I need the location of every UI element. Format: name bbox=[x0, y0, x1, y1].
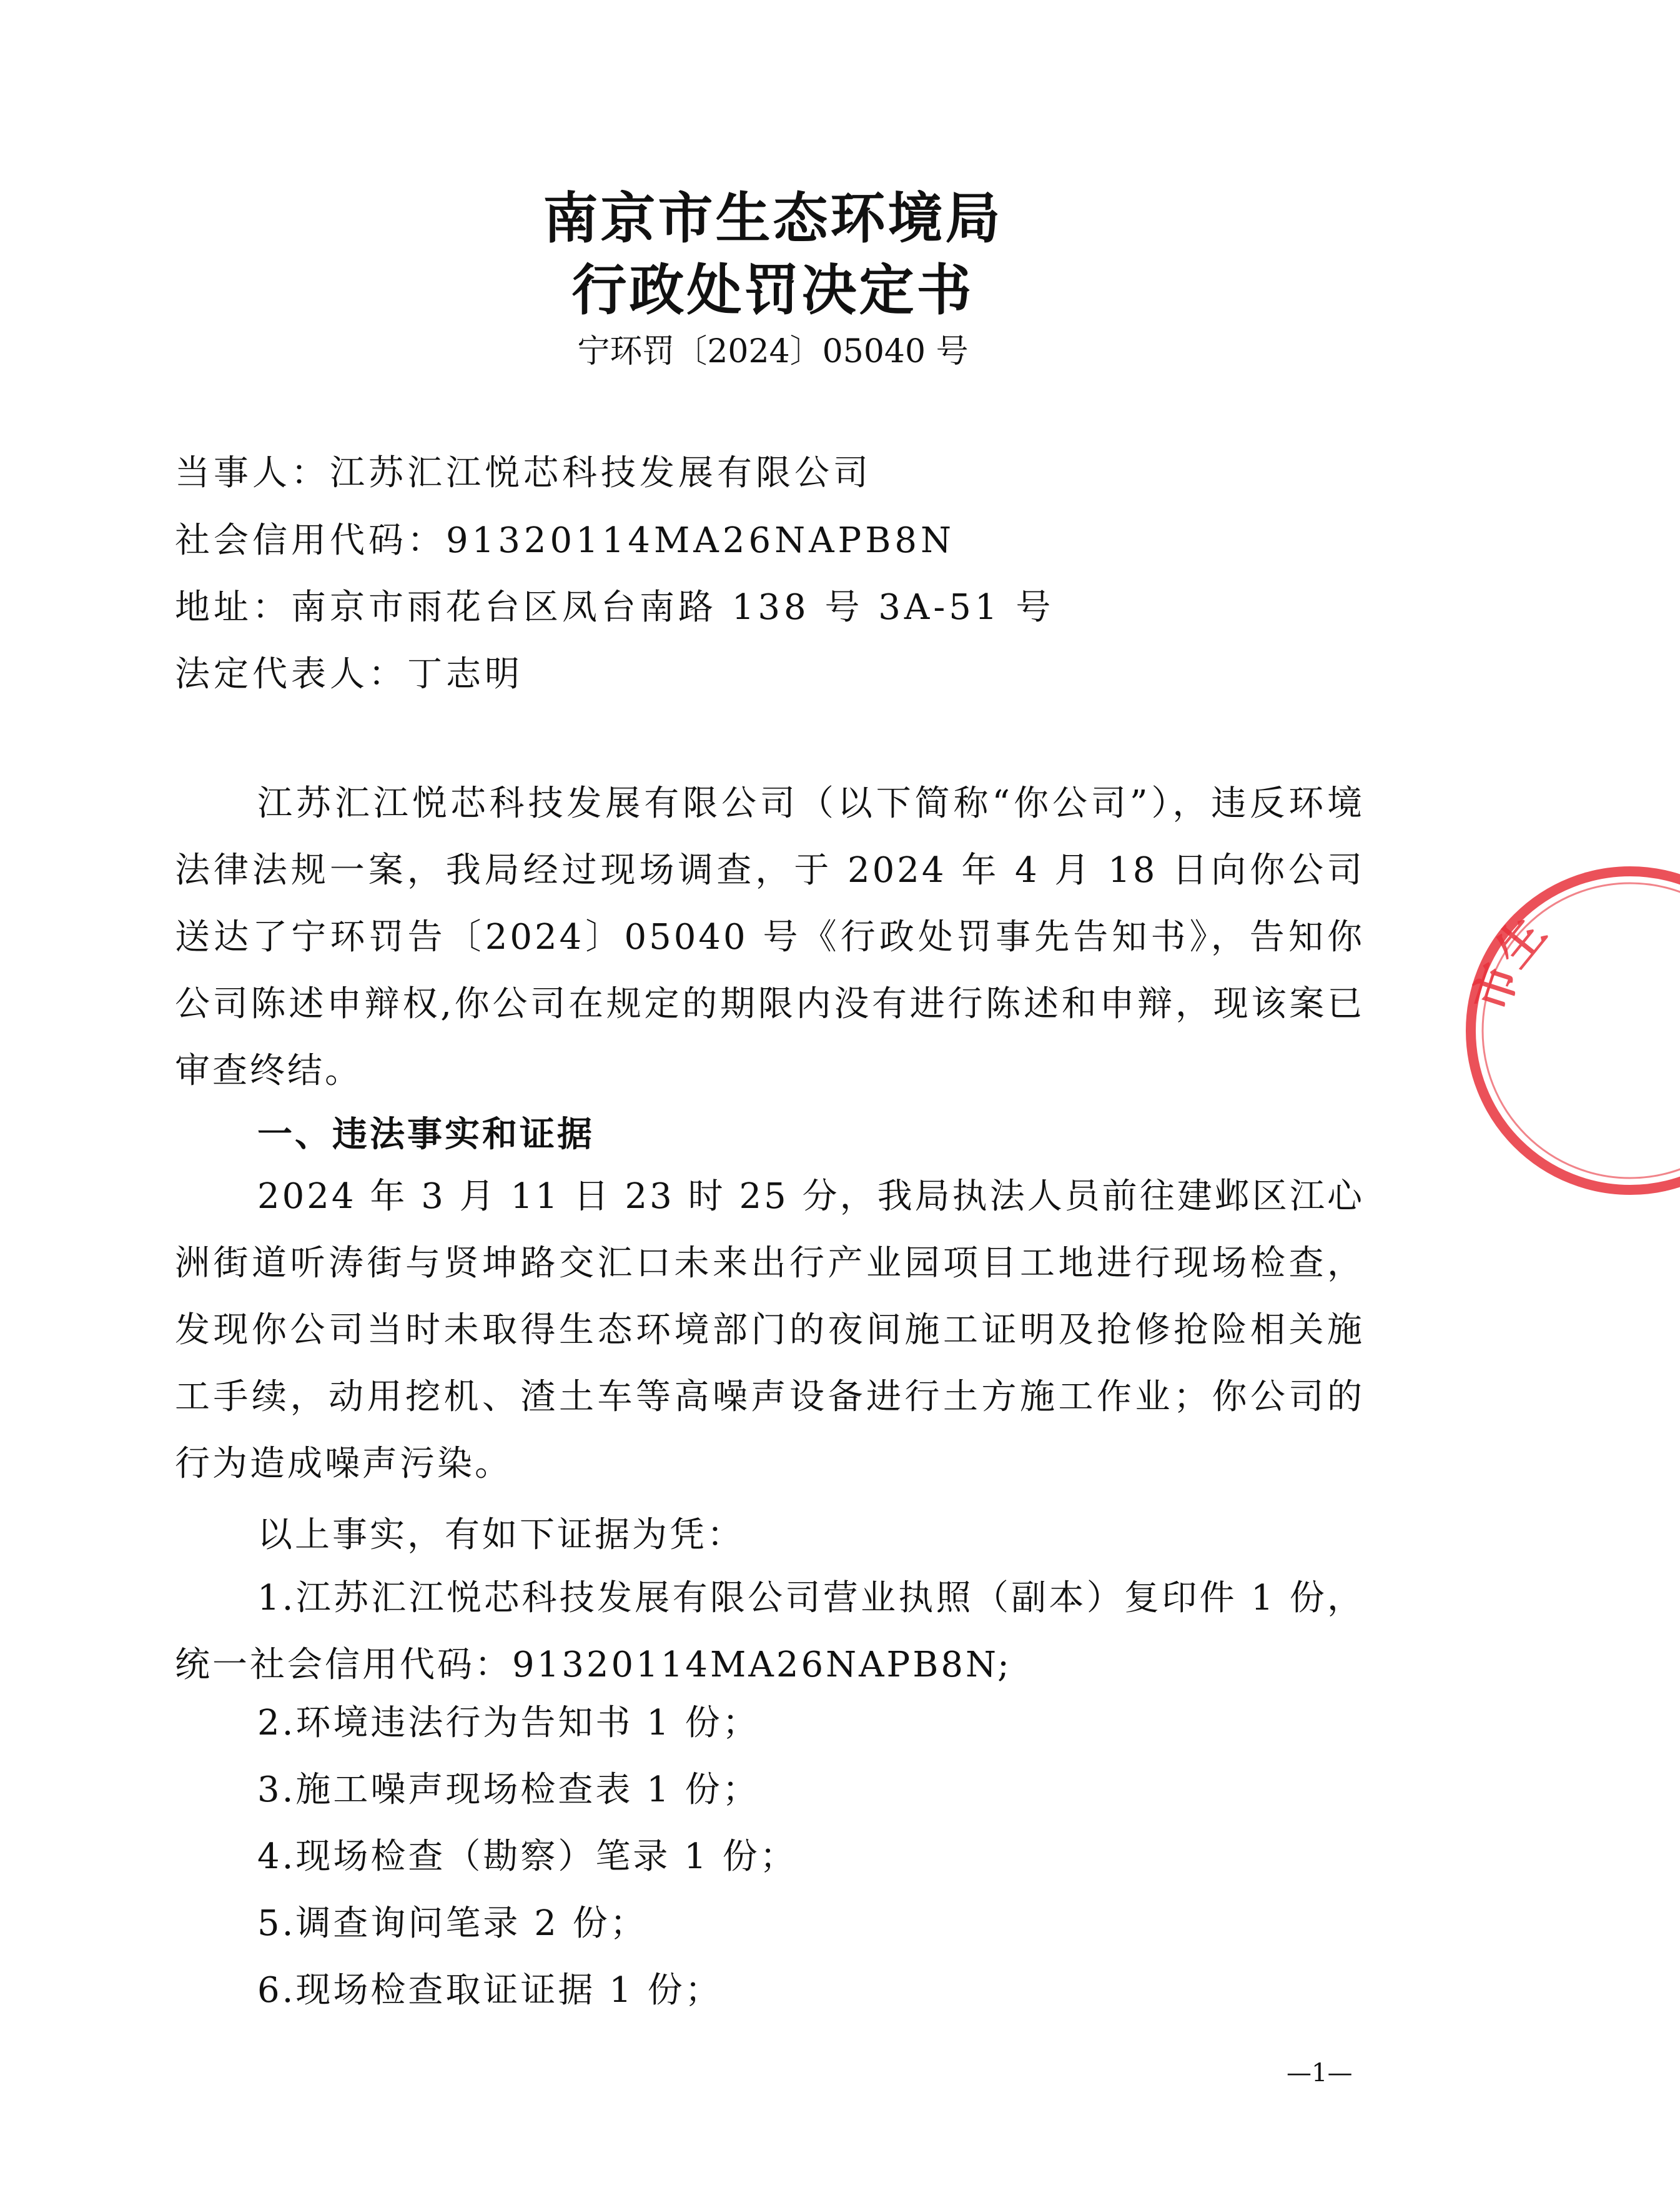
title-line-2: 行政处罚决定书 bbox=[571, 258, 974, 322]
party-legal-representative: 法定代表人：丁志明 bbox=[175, 654, 523, 695]
title-line-1: 南京市生态环境局 bbox=[543, 186, 1003, 250]
evidence-item-2: 2.环境违法行为告知书 1 份； bbox=[257, 1703, 760, 1743]
section-heading-facts: 一、违法事实和证据 bbox=[257, 1114, 595, 1155]
evidence-item-1: 1.江苏汇江悦芯科技发展有限公司营业执照（副本）复印件 1 份，统一社会信用代码：91320114MA26NAPB8N; bbox=[175, 1578, 1365, 1685]
document-number: 宁环罚〔2024〕05040 号 bbox=[577, 333, 969, 370]
evidence-item-6: 6.现场检查取证证据 1 份； bbox=[257, 1970, 723, 2011]
facts-paragraph: 2024 年 3 月 11 日 23 时 25 分，我局执法人员前往建邺区江心洲街道听涛街与贤坤路交汇口未来出行产业园项目工地进行现场检查，发现你公司当时未取得生态环境部门的夜间施工证明及抢修抢险相关施工手续，动用挖机、渣土车等高噪声设备进行土方施工作业；你公司的行为造成噪声污染。 bbox=[175, 1176, 1365, 1484]
svg-text:市生: 市生 bbox=[1463, 907, 1556, 1018]
party-credit-code: 社会信用代码：91320114MA26NAPB8N bbox=[175, 520, 955, 561]
official-seal-icon bbox=[1455, 856, 1680, 1205]
evidence-intro: 以上事实，有如下证据为凭： bbox=[257, 1515, 744, 1555]
page-number: —1— bbox=[1287, 2059, 1353, 2087]
evidence-item-4: 4.现场检查（勘察）笔录 1 份； bbox=[257, 1836, 798, 1877]
intro-paragraph: 江苏汇江悦芯科技发展有限公司（以下简称“你公司”），违反环境法律法规一案，我局经过现场调查，于 2024 年 4 月 18 日向你公司送达了宁环罚告〔2024〕05040 号《行政处罚事先告知书》，告知你公司陈述申辩权,你公司在规定的期限内没有进行陈述和申辩，现该案已审查终结。 bbox=[175, 783, 1365, 1091]
evidence-item-5: 5.调查询问笔录 2 份； bbox=[257, 1903, 648, 1944]
party-name: 当事人：江苏汇江悦芯科技发展有限公司 bbox=[175, 453, 872, 493]
evidence-item-3: 3.施工噪声现场检查表 1 份； bbox=[257, 1770, 760, 1810]
party-address: 地址：南京市雨花台区凤台南路 138 号 3A-51 号 bbox=[175, 587, 1055, 628]
